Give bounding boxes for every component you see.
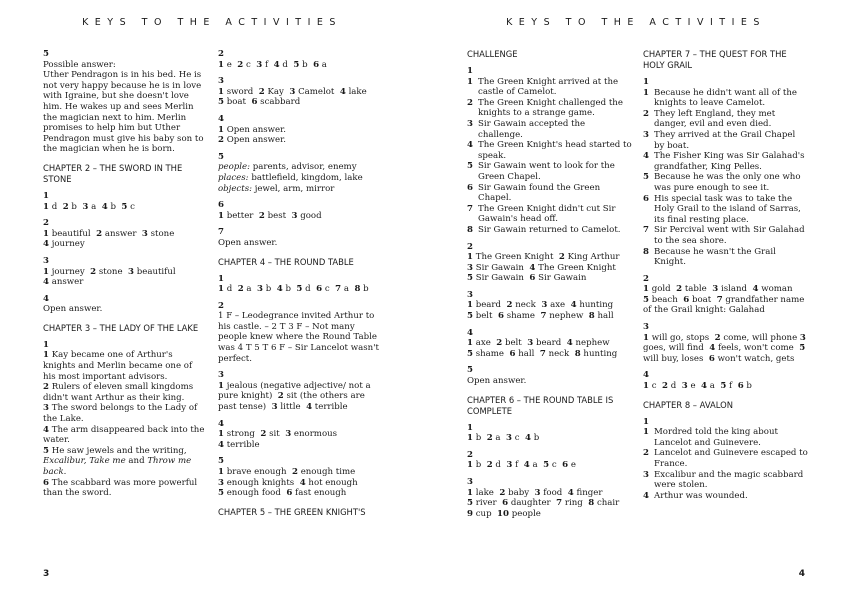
- answer-line: 1 b 2 a 3 c 4 b: [467, 433, 540, 444]
- answer-line: 4 The arm disappeared back into the water.: [43, 424, 205, 446]
- exercise-number: 3: [43, 255, 49, 266]
- exercise-number: 3: [643, 322, 649, 333]
- chapter-heading: CHAPTER 4 – THE ROUND TABLE: [218, 256, 354, 267]
- chapter-heading: CHAPTER 5 – THE GREEN KNIGHT'S: [218, 506, 366, 517]
- running-header: KEYS TO THE ACTIVITIES: [82, 17, 342, 28]
- answer-line: 1 Kay became one of Arthur's knights and Merlin became one of his most important advisors.: [43, 350, 193, 382]
- answer-line: 1 F – Leodegrance invited Arthur to his castle. – 2 T 3 F – Not many people knew where the Round Table was 4 T 5 T 6 F – Sir Lancelot wasn't perfect.: [218, 311, 379, 364]
- list-item: 6 His special task was to take the Holy Grail to the island of Sarras, its final resting place.: [643, 193, 801, 225]
- answer-line: objects: jewel, arm, mirror: [218, 183, 335, 194]
- left-column-2: [218, 49, 386, 523]
- answer-line: 1 b 2 d 3 f 4 a 5 c 6 e: [467, 460, 576, 471]
- exercise-number: 4: [218, 418, 224, 429]
- chapter-heading: CHAPTER 3 – THE LADY OF THE LAKE: [43, 322, 199, 333]
- list-item: 3 Excalibur and the magic scabbard were stolen.: [643, 469, 804, 491]
- exercise-number: 2: [218, 49, 224, 59]
- answer-line: 2 Rulers of eleven small kingdoms didn't want Arthur as their king.: [43, 382, 194, 403]
- chapter-heading: CHAPTER 2 – THE SWORD IN THE STONE: [43, 162, 183, 184]
- answer-text: Uther Pendragon is in his bed. He is not very happy because he is in love with Igraine, but she doesn't love him. He wakes up and sees Merlin the magician next to him. Merlin promises to help him but Uther Pendragon must give his baby son to the magician when he is born.: [43, 70, 204, 155]
- list-item: 8 Sir Gawain returned to Camelot.: [467, 224, 621, 235]
- list-item: 7 Sir Percival went with Sir Galahad to the sea shore.: [643, 225, 805, 246]
- list-item: 4 Arthur was wounded.: [643, 490, 748, 501]
- answer-line: Open answer.: [43, 304, 103, 315]
- exercise-number: 5: [218, 456, 224, 467]
- exercise-number: 1: [467, 66, 473, 76]
- answer-line: 1 c 2 d 3 e 4 a 5 f 6 b: [643, 381, 752, 392]
- answer-line: 1 beard 2 neck 3 axe 4 hunting 5 belt 6 shame 7 nephew 8 hall: [467, 300, 614, 322]
- exercise-number: 6: [218, 200, 224, 211]
- exercise-number: 1: [643, 416, 649, 427]
- exercise-number: 2: [467, 449, 473, 460]
- answer-line: 1 beautiful 2 answer 3 stone 4 journey: [43, 228, 175, 250]
- answer-line: 1 better 2 best 3 good: [218, 210, 322, 221]
- list-item: 8 Because he wasn't the Grail Knight.: [643, 246, 776, 268]
- answer-line: 1 d 2 a 3 b 4 b 5 d 6 c 7 a 8 b: [218, 284, 369, 295]
- answer-line: 1 axe 2 belt 3 beard 4 nephew 5 shame 6 hall 7 neck 8 hunting: [467, 338, 618, 359]
- chapter-heading: CHALLENGE: [467, 49, 518, 59]
- running-header: KEYS TO THE ACTIVITIES: [506, 17, 766, 28]
- exercise-number: 5: [467, 365, 473, 376]
- answer-line: people: parents, advisor, enemy: [218, 162, 357, 173]
- list-item: 1 Mordred told the king about Lancelot and Guinevere.: [643, 427, 778, 448]
- exercise-number: 3: [218, 76, 224, 87]
- list-item: 2 Lancelot and Guinevere escaped to France.: [643, 448, 808, 469]
- exercise-number: 1: [643, 77, 649, 87]
- exercise-number: 4: [218, 113, 224, 124]
- answer-line: 1 strong 2 sit 3 enormous 4 terrible: [218, 429, 338, 450]
- exercise-number: 1: [218, 273, 224, 284]
- answer-line: 1 Open answer.: [218, 124, 287, 135]
- answer-line: 1 The Green Knight 2 King Arthur 3 Sir Gawain 4 The Green Knight 5 Sir Gawain 6 Sir Gawain: [467, 252, 620, 284]
- exercise-number: 5: [43, 49, 49, 59]
- exercise-number: 2: [43, 218, 49, 229]
- exercise-number: 4: [43, 293, 49, 304]
- answer-line: Open answer.: [218, 237, 278, 248]
- answer-line: 1 brave enough 2 enough time 3 enough knights 4 hot enough 5 enough food 6 fast enough: [218, 467, 358, 499]
- exercise-number: 1: [43, 339, 49, 350]
- exercise-number: 2: [467, 241, 473, 252]
- answer-intro: Possible answer:: [43, 59, 116, 70]
- answer-line: 1 d 2 b 3 a 4 b 5 c: [43, 201, 135, 212]
- right-column-1: [467, 49, 632, 519]
- right-page: [424, 0, 848, 601]
- left-column-1: [43, 49, 206, 499]
- exercise-number: 1: [467, 422, 473, 433]
- list-item: 5 Because he was the only one who was pure enough to see it.: [643, 172, 801, 193]
- chapter-heading: CHAPTER 8 – AVALON: [643, 399, 733, 410]
- right-column-2: [643, 49, 808, 501]
- exercise-number: 3: [467, 289, 473, 300]
- answer-line: 1 journey 2 stone 3 beautiful 4 answer: [43, 266, 176, 288]
- answer-line: 1 sword 2 Kay 3 Camelot 4 lake 5 boat 6 scabbard: [218, 86, 367, 108]
- answer-line: 3 The sword belongs to the Lady of the Lake.: [43, 403, 198, 425]
- list-item: 4 The Fisher King was Sir Galahad's grandfather, King Pelles.: [643, 151, 805, 172]
- exercise-number: 2: [218, 300, 224, 311]
- page-number: 3: [43, 569, 50, 579]
- list-item: 5 Sir Gawain went to look for the Green Chapel.: [467, 161, 615, 182]
- exercise-number: 7: [218, 227, 224, 238]
- exercise-number: 2: [643, 273, 649, 284]
- answer-line: 5 He saw jewels and the writing, Excalibur, Take me and Throw me back.: [43, 445, 192, 477]
- chapter-heading: CHAPTER 7 – THE QUEST FOR THE HOLY GRAIL: [643, 49, 787, 70]
- exercise-number: 3: [218, 370, 224, 381]
- exercise-number: 3: [467, 477, 473, 487]
- answer-line: 1 lake 2 baby 3 food 4 finger 5 river 6 daughter 7 ring 8 chair 9 cup 10 people: [467, 487, 620, 519]
- exercise-number: 5: [218, 151, 224, 162]
- answer-line: places: battlefield, kingdom, lake: [218, 172, 363, 183]
- exercise-number: 4: [467, 327, 473, 338]
- list-item: 7 The Green Knight didn't cut Sir Gawain's head off.: [467, 203, 616, 225]
- list-item: 2 They left England, they met danger, evil and even died.: [643, 108, 776, 130]
- answer-line: 2 Open answer.: [218, 135, 287, 146]
- answer-line: 6 The scabbard was more powerful than the sword.: [43, 477, 198, 499]
- answer-line: Open answer.: [467, 376, 527, 387]
- answer-line: 1 will go, stops 2 come, will phone 3 goes, will find 4 feels, won't come 5 will buy, loses 6 won't watch, gets: [643, 332, 806, 364]
- exercise-number: 1: [43, 190, 49, 201]
- list-item: 3 Sir Gawain accepted the challenge.: [467, 118, 586, 140]
- answer-line: 1 jealous (negative adjective/ not a pure knight) 2 sit (the others are past tense) 3 little 4 terrible: [218, 380, 371, 413]
- list-item: 1 Because he didn't want all of the knights to leave Camelot.: [643, 87, 797, 109]
- answer-line: 1 gold 2 table 3 island 4 woman 5 beach 6 boat 7 grandfather name of the Grail knight: Galahad: [643, 284, 805, 316]
- exercise-number: 4: [643, 370, 649, 381]
- list-item: 2 The Green Knight challenged the knights to a strange game.: [467, 97, 623, 119]
- list-item: 1 The Green Knight arrived at the castle of Camelot.: [467, 76, 619, 98]
- page-number: 4: [798, 569, 805, 579]
- list-item: 6 Sir Gawain found the Green Chapel.: [467, 182, 601, 204]
- chapter-heading: CHAPTER 6 – THE ROUND TABLE IS COMPLETE: [467, 394, 614, 416]
- answer-line: 1 e 2 c 3 f 4 d 5 b 6 a: [218, 59, 327, 70]
- list-item: 3 They arrived at the Grail Chapel by boat.: [643, 129, 796, 151]
- list-item: 4 The Green Knight's head started to speak.: [467, 140, 632, 161]
